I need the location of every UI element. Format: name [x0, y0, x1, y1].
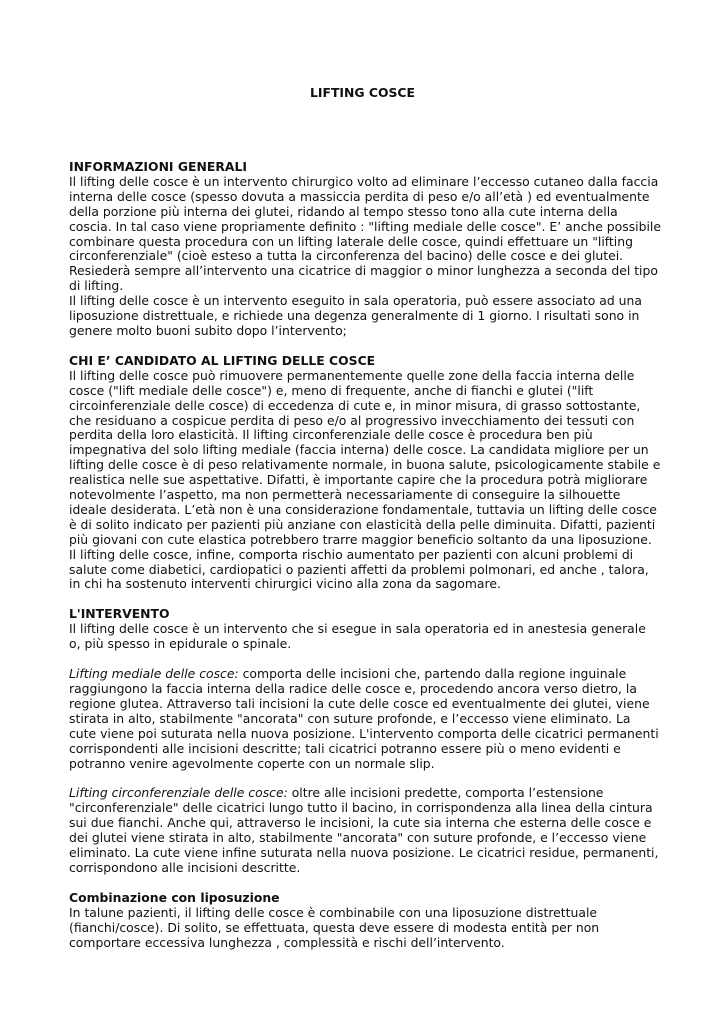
- paragraph-candidate: Il lifting delle cosce può rimuovere permanentemente quelle zone della faccia interna delle cosce ("lift mediale delle cosce") e, meno di frequente, anche di fianchi e glutei ("lift circoinferenziale delle cosce) di eccedenza di cute e, in minor misura, di grasso sottostante, che residuano a cospicue perdita di peso e/o al progressivo invecchiamento dei tessuti con perdita della loro elasticità. Il lifting circonferenziale delle cosce è procedura ben più impegnativa del solo lifting mediale (faccia interna) delle cosce. La candidata migliore per un lifting delle cosce è di peso relativamente normale, in buona salute, psicologicamente stabile e realistica nelle sue aspettative. Difatti, è importante capire che la procedura potrà migliorare notevolmente l’aspetto, ma non permetterà necessariamente di conseguire la silhouette ideale desiderata. L’età non è una considerazione fondamentale, tuttavia un lifting delle cosce è di solito indicato per pazienti più anziane con elasticità della pelle diminuita. Difatti, pazienti più giovani con cute elastica potrebbero trarre maggior beneficio soltanto da una liposuzione. Il lifting delle cosce, infine, comporta rischio aumentato per pazienti con alcuni problemi di salute come diabetici, cardiopatici o pazienti affetti da problemi polmonari, ed anche , talora, in chi ha sostenuto interventi chirurgici vicino alla zona da sagomare.: [69, 367, 661, 592]
- paragraph-procedure-intro: Il lifting delle cosce è un intervento che si esegue in sala operatoria ed in anestesia generale o, più spesso in epidurale o spinale.: [69, 621, 646, 652]
- section-heading-general-info: INFORMAZIONI GENERALI: [69, 159, 247, 174]
- section-heading-candidate: CHI E’ CANDIDATO AL LIFTING DELLE COSCE: [69, 352, 376, 368]
- paragraph-circumferential-lift: [69, 786, 661, 875]
- circumferential-lift-text: oltre alle incisioni predette, comporta l’estensione "circonferenziale" delle cicatrici lungo tutto il bacino, in corrispondenza alla linea della cintura sui due fianchi. Anche qui, attraverso le incisioni, la cute sia interna che esterna delle cosce e dei glutei viene stirata in alto, stabilmente "ancorata" con suture profonde, e l’eccesso viene eliminato. La cute viene infine suturata nella nuova posizione. Le cicatrici residue, permanenti, corrispondono alle incisioni descritte.: [69, 785, 659, 875]
- circumferential-lift-label: Lifting circonferenziale delle cosce:: [69, 785, 288, 801]
- section-heading-procedure: L'INTERVENTO: [69, 606, 170, 622]
- document-title: LIFTING COSCE: [310, 85, 415, 100]
- paragraph-medial-lift: [69, 667, 661, 771]
- medial-lift-text: comporta delle incisioni che, partendo dalla regione inguinale raggiungono la faccia interna della radice delle cosce e, procedendo ancora verso dietro, la regione glutea. Attraverso tali incisioni la cute delle cosce ed eventualmente dei glutei, viene stirata in alto, stabilmente "ancorata" con suture profonde, e l’eccesso viene eliminato. La cute viene poi suturata nella nuova posizione. L'intervento comporta delle cicatrici permanenti corrispondenti alle incisioni descritte; tali cicatrici potranno essere più o meno evidenti e potranno venire agevolmente coperte con un normale slip.: [69, 666, 659, 771]
- document-body: [69, 160, 661, 951]
- paragraph-general-info-2: Il lifting delle cosce è un intervento eseguito in sala operatoria, può essere associato ad una liposuzione distrettuale, e richiede una degenza generalmente di 1 giorno. I risultati sono in genere molto buoni subito dopo l’intervento;: [69, 293, 642, 338]
- medial-lift-label: Lifting mediale delle cosce:: [69, 666, 239, 682]
- section-heading-liposuction: Combinazione con liposuzione: [69, 889, 280, 905]
- paragraph-liposuction: In talune pazienti, il lifting delle cosce è combinabile con una liposuzione distrettuale (fianchi/cosce). Di solito, se effettuata, questa deve essere di modesta entità per non comportare eccessiva lunghezza , complessità e rischi dell’intervento.: [69, 904, 600, 950]
- paragraph-general-info-1: Il lifting delle cosce è un intervento chirurgico volto ad eliminare l’eccesso cutaneo dalla faccia interna delle cosce (spesso dovuta a massiccia perdita di peso e/o all’età ) ed eventualmente della porzione più interna dei glutei, ridando al tempo stesso tono alla cute interna della coscia. In tal caso viene propriamente definito : "lifting mediale delle cosce". E’ anche possibile combinare questa procedura con un lifting laterale delle cosce, quindi effettuare un "lifting circonferenziale" (cioè esteso a tutta la circonferenza del bacino) delle cosce e dei glutei. Resiederà sempre all’intervento una cicatrice di maggior o minor lunghezza a seconda del tipo di lifting.: [69, 173, 661, 294]
